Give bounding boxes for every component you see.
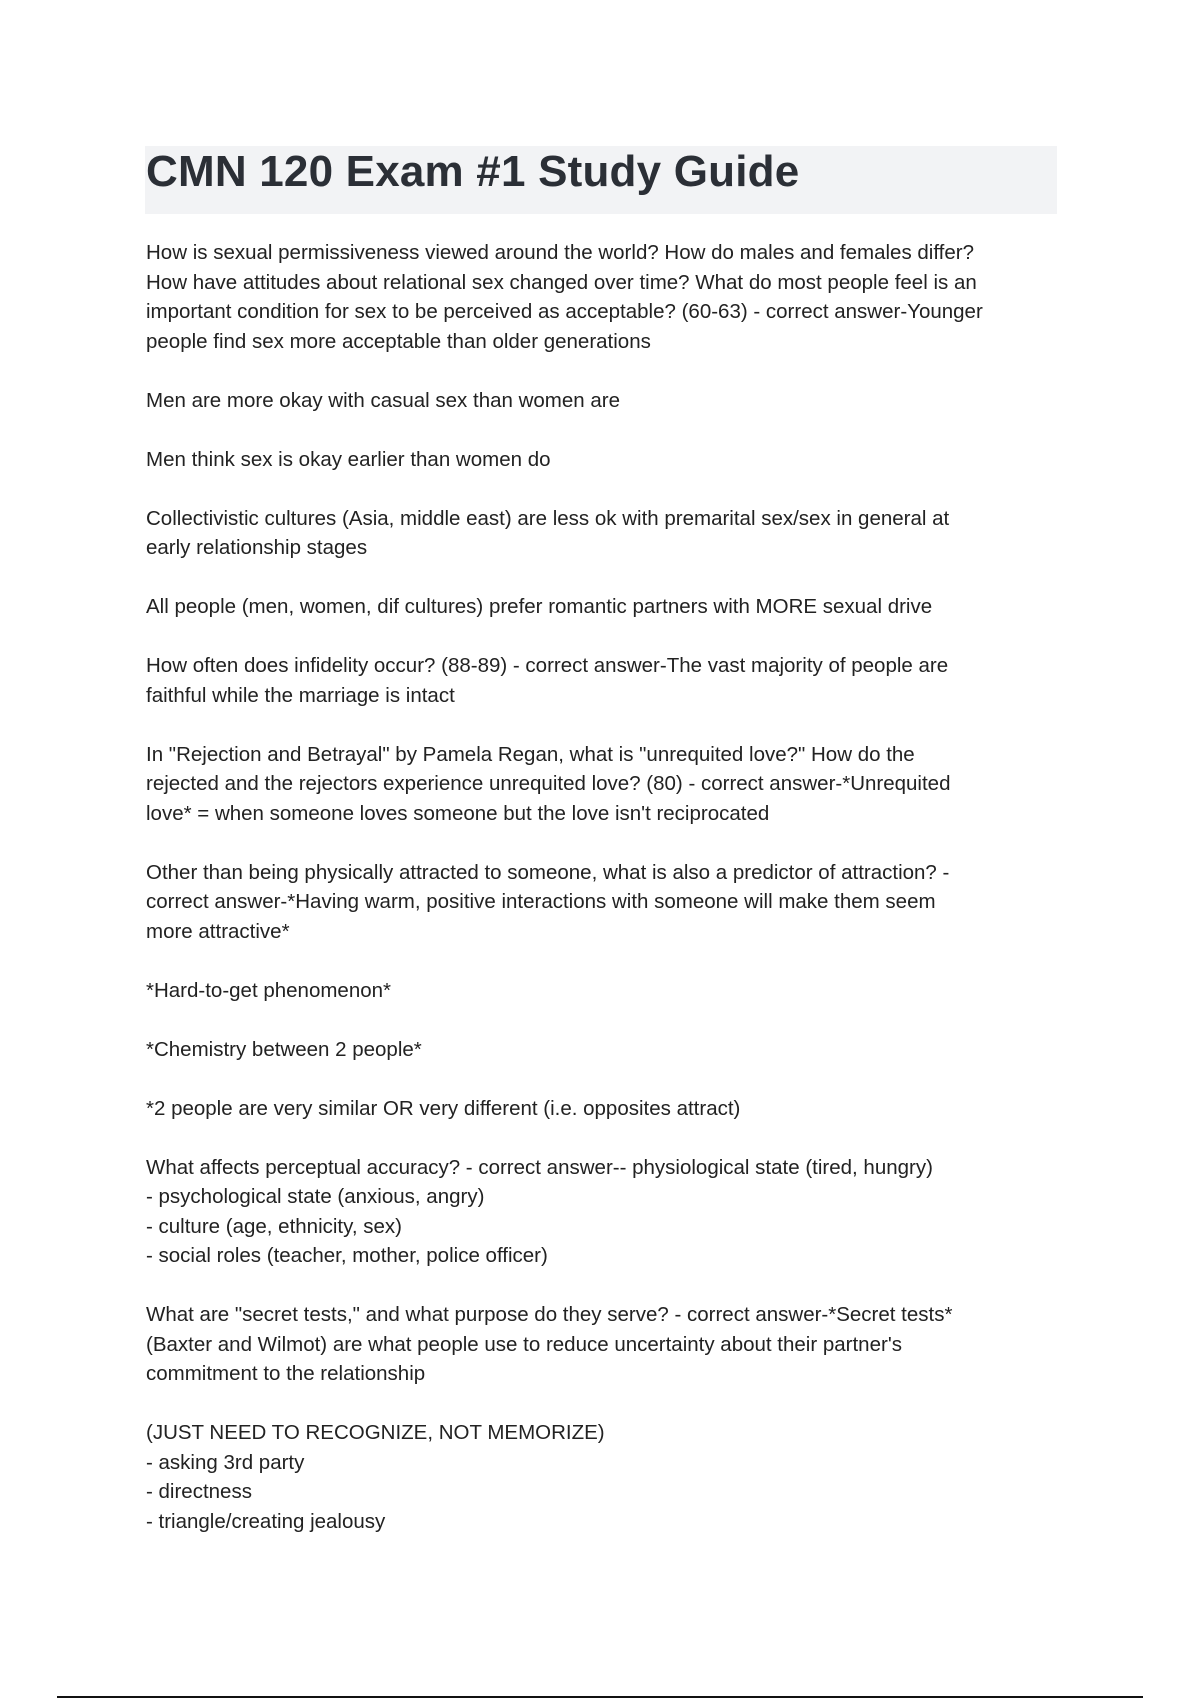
text-line: (JUST NEED TO RECOGNIZE, NOT MEMORIZE) — [146, 1421, 605, 1444]
page-title: CMN 120 Exam #1 Study Guide — [146, 147, 800, 196]
paragraph-secret-tests — [146, 1300, 1066, 1389]
text-line: Other than being physically attracted to someone, what is also a predictor of attraction? - — [146, 860, 950, 884]
text-line: (Baxter and Wilmot) are what people use to reduce uncertainty about their partner's — [146, 1332, 902, 1356]
text-line: Men are more okay with casual sex than women are — [146, 388, 621, 412]
text-line: Men think sex is okay earlier than women do — [146, 447, 551, 471]
text-line: - triangle/creating jealousy — [146, 1509, 386, 1533]
text-line: correct answer-*Having warm, positive interactions with someone will make them seem — [146, 890, 936, 913]
paragraph-chemistry — [146, 1035, 1066, 1065]
text-line: early relationship stages — [146, 536, 368, 559]
text-line: faithful while the marriage is intact — [146, 683, 455, 707]
paragraph-attraction-predictor — [146, 858, 1066, 947]
text-line: - social roles (teacher, mother, police officer) — [146, 1244, 548, 1267]
text-line: love* = when someone loves someone but the love isn't reciprocated — [146, 801, 770, 825]
paragraph-similar-different — [146, 1094, 1066, 1124]
paragraph-earlier — [146, 445, 1066, 475]
paragraph-hard-to-get — [146, 976, 1066, 1006]
footer-divider — [57, 1696, 1143, 1698]
paragraph-casual-sex — [146, 386, 1066, 416]
text-line: - directness — [146, 1480, 252, 1503]
text-line: people find sex more acceptable than older generations — [146, 329, 651, 353]
text-line: commitment to the relationship — [146, 1362, 426, 1385]
paragraph-sexual-permissiveness — [146, 238, 1066, 356]
text-line: - asking 3rd party — [146, 1450, 305, 1474]
paragraph-recognize-list — [146, 1418, 1066, 1536]
text-line: What are "secret tests," and what purpose do they serve? - correct answer-*Secret tests* — [146, 1303, 953, 1326]
paragraph-unrequited-love — [146, 740, 1066, 829]
paragraph-perceptual-accuracy — [146, 1153, 1066, 1271]
text-line: All people (men, women, dif cultures) prefer romantic partners with MORE sexual drive — [146, 595, 933, 618]
text-line: In "Rejection and Betrayal" by Pamela Regan, what is "unrequited love?" How do the — [146, 742, 915, 766]
text-line: important condition for sex to be perceived as acceptable? (60-63) - correct answer-Younger — [146, 300, 983, 323]
text-line: Collectivistic cultures (Asia, middle east) are less ok with premarital sex/sex in general at — [146, 506, 950, 530]
text-line: - culture (age, ethnicity, sex) — [146, 1214, 402, 1238]
text-line: *Hard-to-get phenomenon* — [146, 978, 392, 1002]
text-line: How is sexual permissiveness viewed around the world? How do males and females differ? — [146, 241, 974, 264]
text-line: more attractive* — [146, 919, 290, 943]
paragraph-sexual-drive — [146, 592, 1066, 622]
text-line: *2 people are very similar OR very different (i.e. opposites attract) — [146, 1096, 741, 1120]
text-line: - psychological state (anxious, angry) — [146, 1185, 485, 1208]
paragraph-collectivistic — [146, 504, 1066, 563]
text-line: *Chemistry between 2 people* — [146, 1037, 422, 1061]
text-line: How have attitudes about relational sex changed over time? What do most people feel is an — [146, 270, 977, 294]
text-line: How often does infidelity occur? (88-89) - correct answer-The vast majority of people are — [146, 654, 949, 677]
text-line: rejected and the rejectors experience unrequited love? (80) - correct answer-*Unrequited — [146, 772, 951, 795]
text-line: What affects perceptual accuracy? - correct answer-- physiological state (tired, hungry) — [146, 1155, 933, 1179]
paragraph-infidelity — [146, 651, 1066, 710]
document-body — [146, 238, 1066, 1566]
